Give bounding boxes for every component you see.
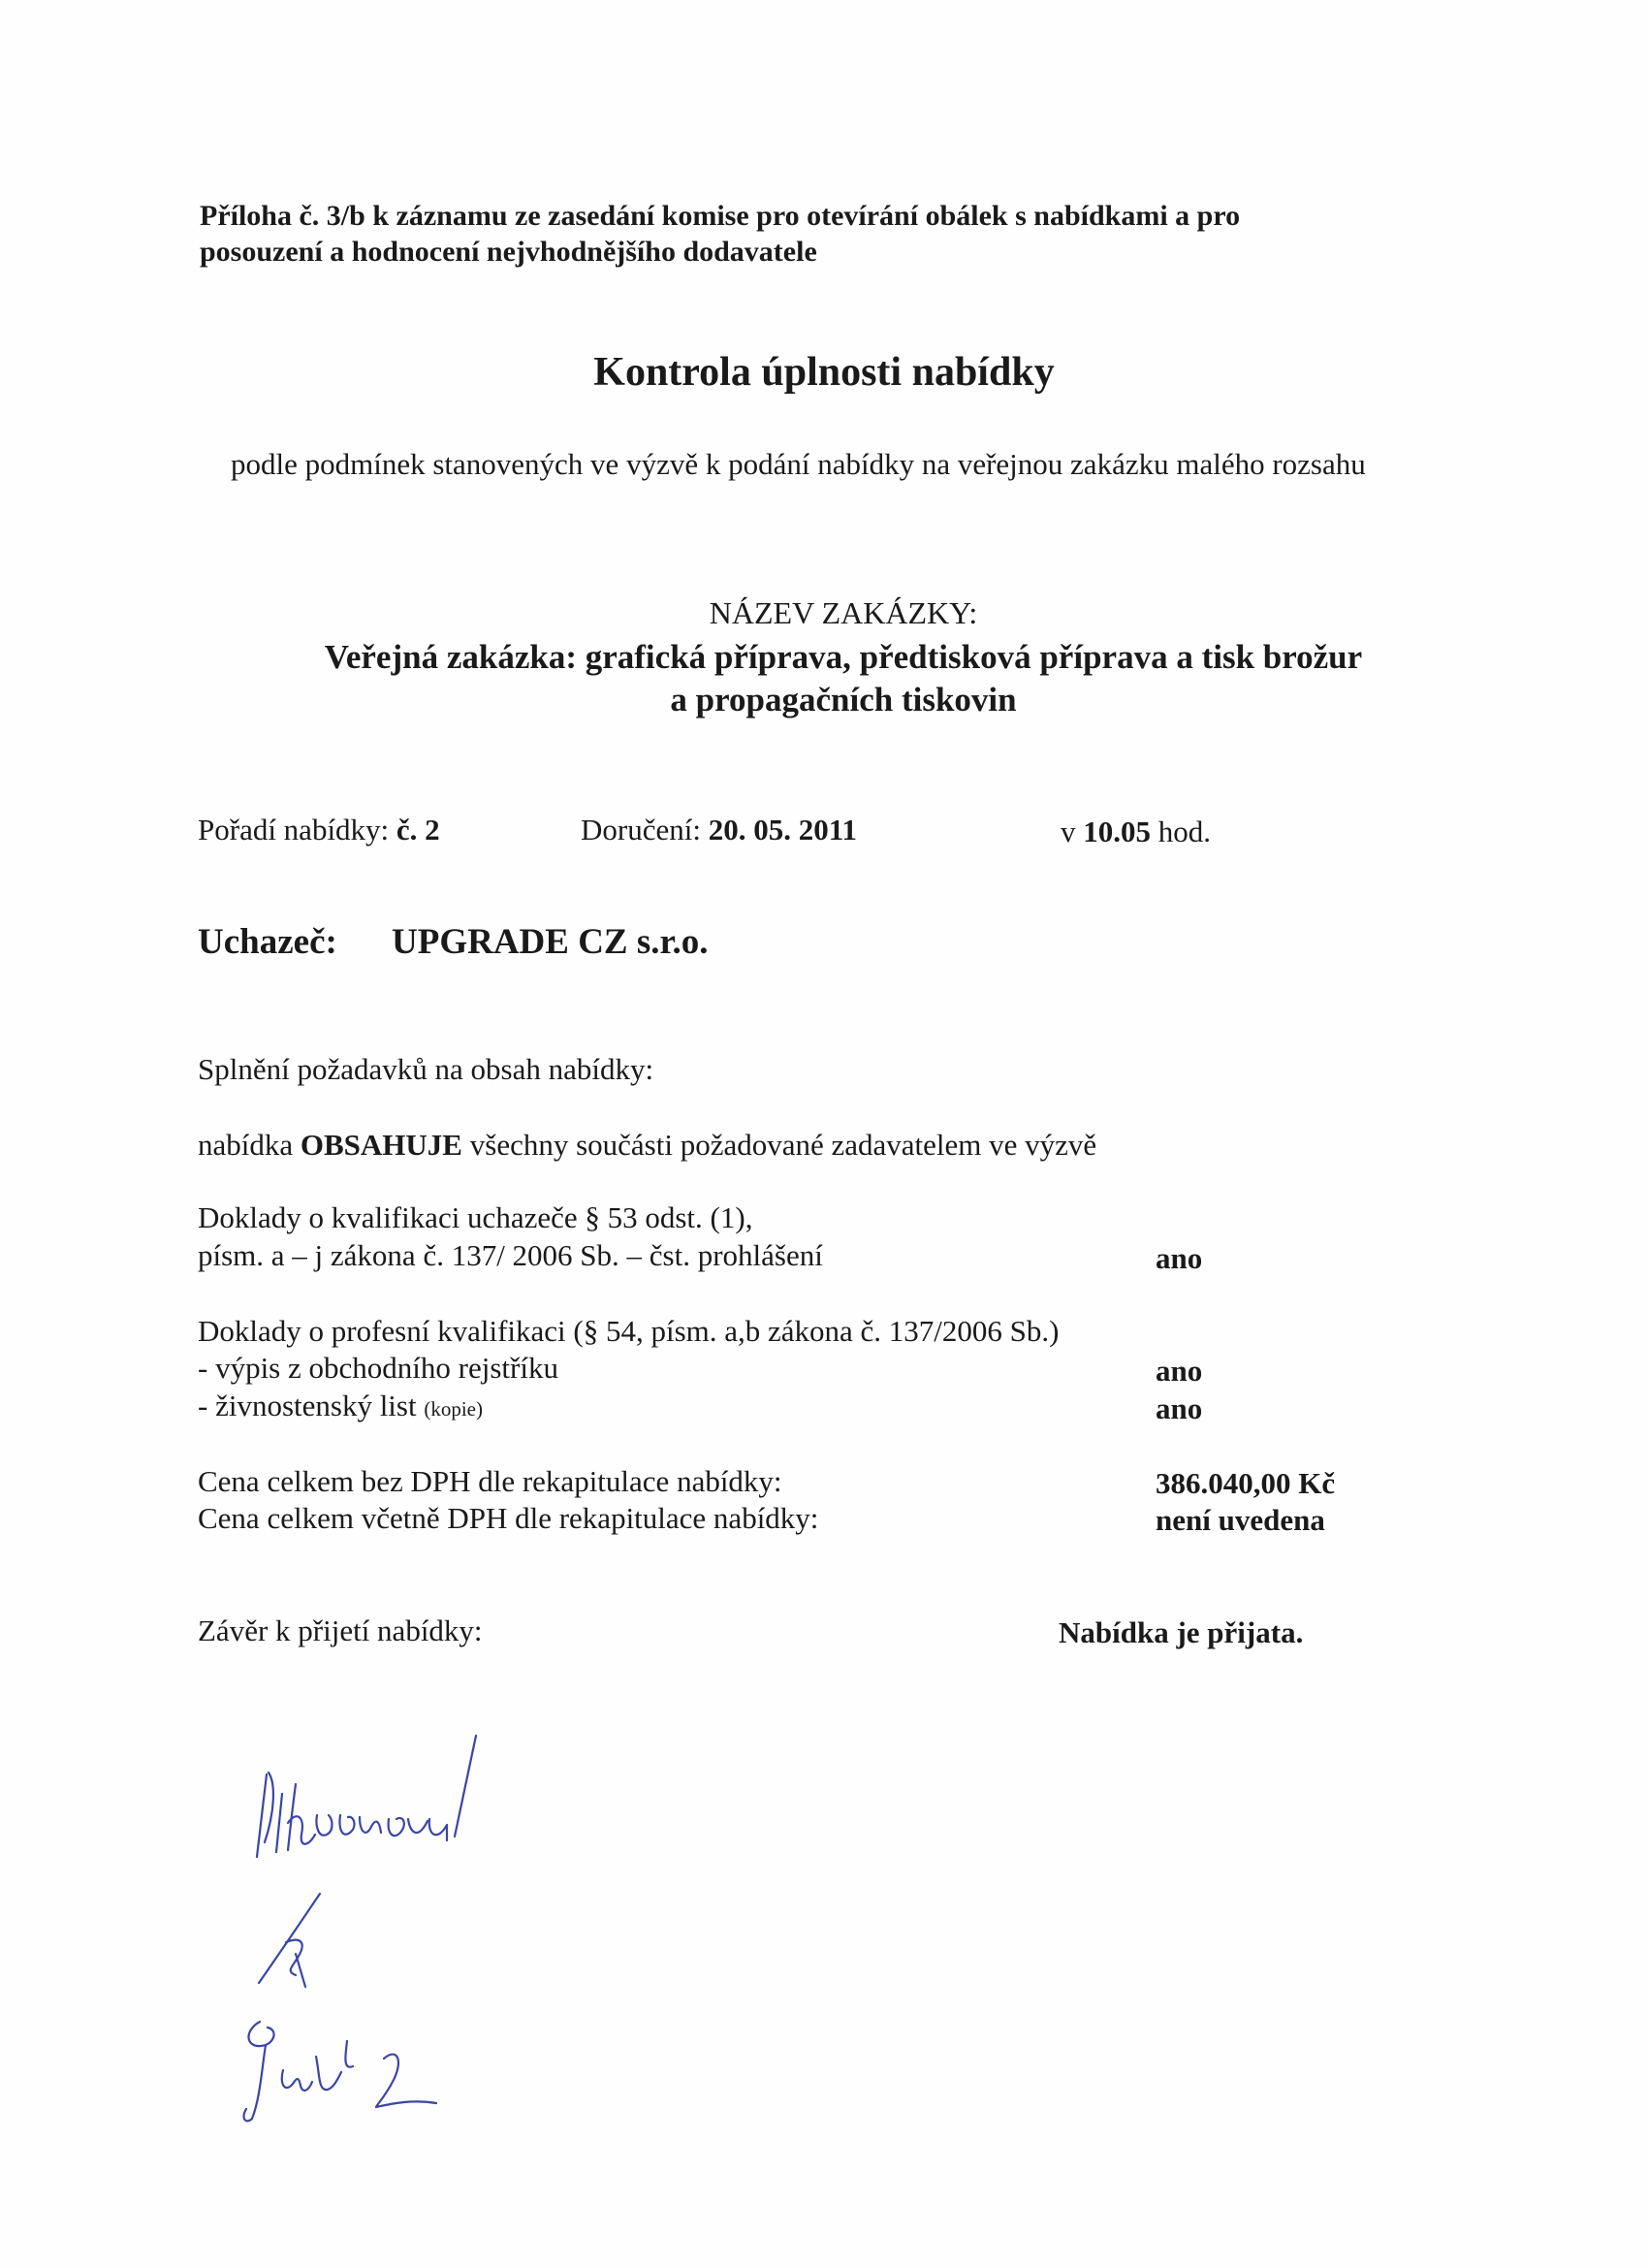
price-with-vat-label: Cena celkem včetně DPH dle rekapitulace nabídky:	[198, 1501, 819, 1535]
contains-bold: OBSAHUJE	[300, 1128, 462, 1162]
conclusion-value: Nabídka je přijata.	[1059, 1615, 1304, 1649]
attachment-header-line2: posouzení a hodnocení nejvhodnějšího dodavatele	[200, 236, 817, 268]
signature-2	[247, 1886, 344, 1993]
signature-3	[233, 2002, 456, 2128]
signature-1	[247, 1726, 499, 1871]
time-prefix: v	[1061, 815, 1076, 848]
contract-name-label: NÁZEV ZAKÁZKY:	[709, 595, 978, 630]
qualification-value: ano	[1156, 1241, 1203, 1275]
requirements-heading: Splnění požadavků na obsah nabídky:	[198, 1052, 654, 1086]
applicant-label: Uchazeč:	[198, 922, 337, 962]
offer-time	[1061, 815, 1211, 849]
offer-order-label: Pořadí nabídky:	[198, 813, 390, 847]
requirements-contains	[198, 1128, 1096, 1163]
conclusion-label: Závěr k přijetí nabídky:	[198, 1613, 483, 1647]
qualification-line1: Doklady o kvalifikaci uchazeče § 53 odst. (1),	[198, 1200, 753, 1234]
trade-license-label	[198, 1389, 483, 1423]
contains-prefix: nabídka	[198, 1128, 294, 1162]
document-subtitle: podle podmínek stanovených ve výzvě k podání nabídky na veřejnou zakázku malého rozsahu	[231, 447, 1366, 481]
offer-order-value: č. 2	[396, 813, 440, 847]
price-with-vat-value: není uvedena	[1156, 1503, 1325, 1537]
delivery-date: 20. 05. 2011	[708, 813, 858, 847]
time-suffix: hod.	[1157, 815, 1211, 848]
trade-register-label: - výpis z obchodního rejstříku	[198, 1351, 558, 1385]
price-without-vat-label: Cena celkem bez DPH dle rekapitulace nabídky:	[198, 1464, 782, 1498]
time-value: 10.05	[1083, 815, 1151, 848]
qualification-line2: písm. a – j zákona č. 137/ 2006 Sb. – čst. prohlášení	[198, 1238, 823, 1272]
document-title: Kontrola úplnosti nabídky	[593, 350, 1055, 395]
contains-suffix: všechny součásti požadované zadavatelem ve výzvě	[469, 1128, 1097, 1162]
trade-license-value: ano	[1156, 1391, 1203, 1425]
price-without-vat-value: 386.040,00 Kč	[1156, 1466, 1336, 1500]
offer-order	[198, 813, 440, 847]
applicant-name: UPGRADE CZ s.r.o.	[392, 922, 709, 962]
trade-register-value: ano	[1156, 1354, 1203, 1388]
delivery-label: Doručení:	[581, 813, 701, 847]
professional-heading: Doklady o profesní kvalifikaci (§ 54, písm. a,b zákona č. 137/2006 Sb.)	[198, 1314, 1060, 1348]
attachment-header-line1: Příloha č. 3/b k záznamu ze zasedání komise pro otevírání obálek s nabídkami a pro	[200, 200, 1241, 232]
contract-name-line2: a propagačních tiskovin	[670, 681, 1017, 719]
offer-delivery	[581, 813, 857, 847]
trade-license-note: (kopie)	[424, 1397, 484, 1421]
contract-name-line1: Veřejná zakázka: grafická příprava, předtisková příprava a tisk brožur	[324, 638, 1363, 676]
trade-license-text: - živnostenský list	[198, 1389, 417, 1422]
